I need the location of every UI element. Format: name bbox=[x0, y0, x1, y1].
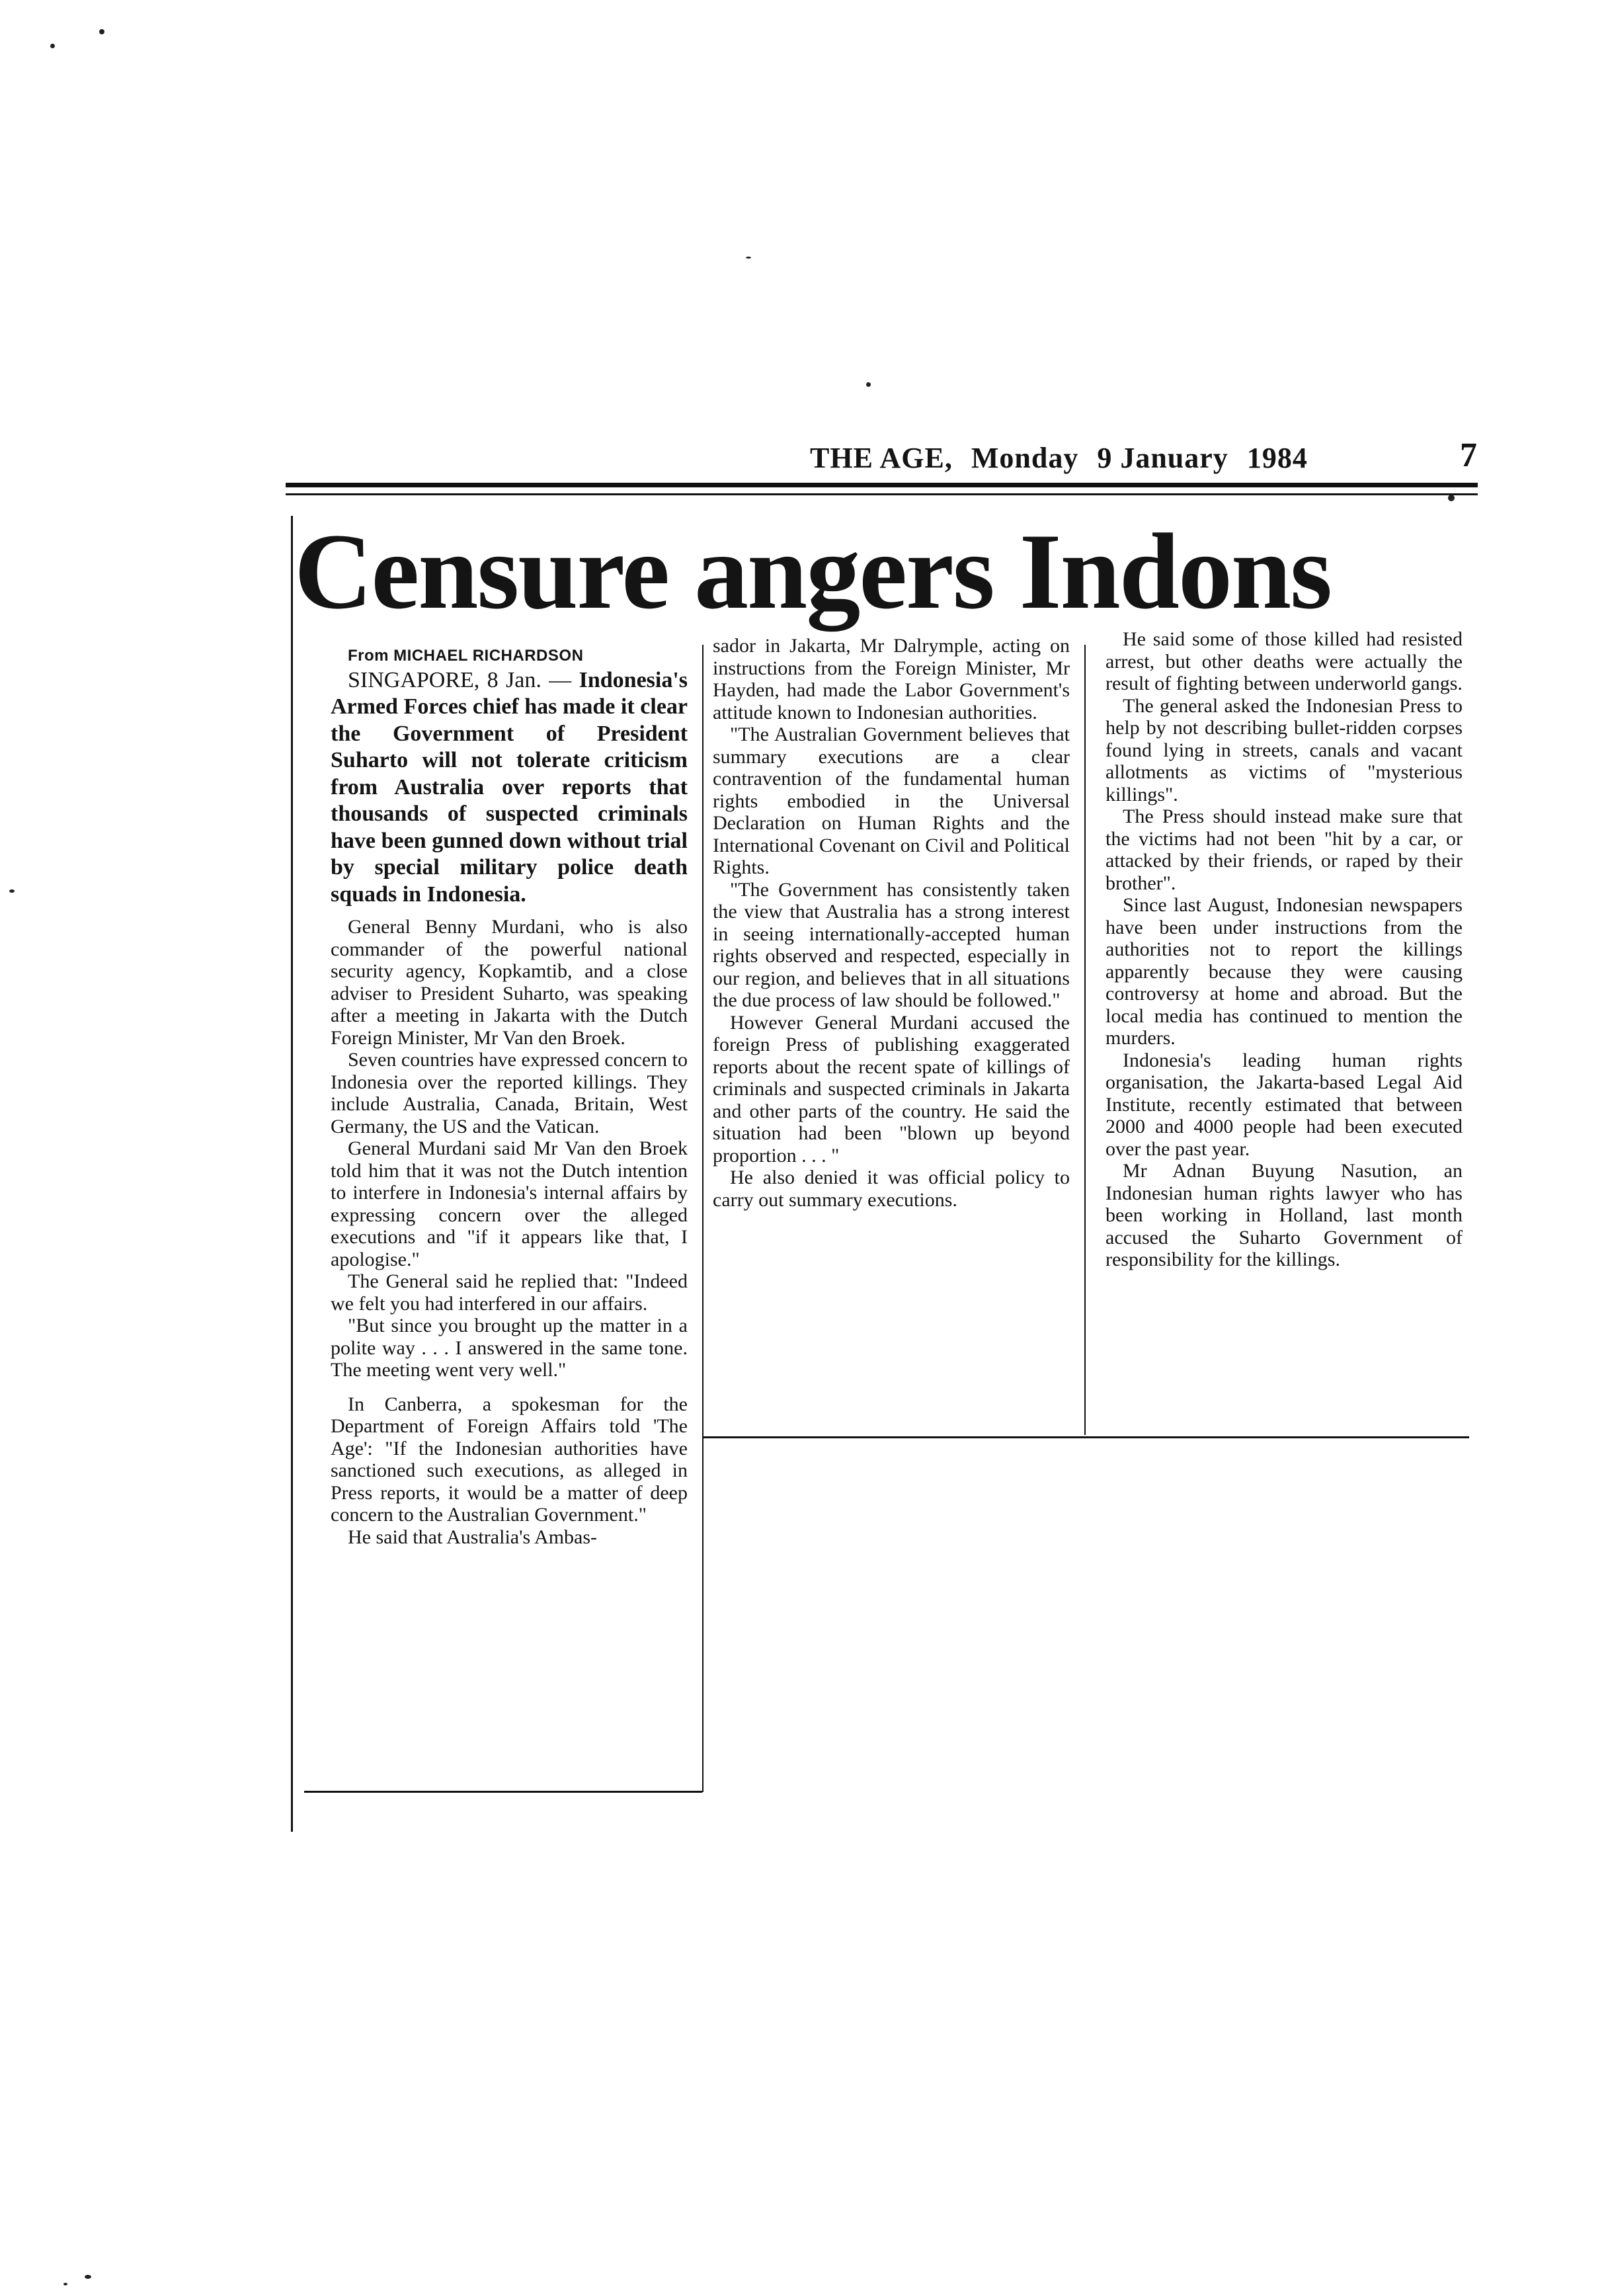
article-paragraph: "The Australian Government believes that summary executions are a clear contravention of the fundamental human rights embodied in the Universal Declaration on Human Rights and the International Covenant on Civil and Political Rights. bbox=[713, 723, 1070, 878]
article-column-1 bbox=[331, 645, 688, 1548]
lead-paragraph bbox=[331, 667, 688, 909]
article-paragraph: General Benny Murdani, who is also commander of the powerful national security agency, Kopkamtib, and a close adviser to President Suharto, was speaking after a meeting in Jakarta with the Dutch Foreign Minister, Mr Van den Broek. bbox=[331, 916, 688, 1049]
article-paragraph: "But since you brought up the matter in a polite way . . . I answered in the same tone. The meeting went very well." bbox=[331, 1315, 688, 1381]
cutout-rule-bottom bbox=[304, 1791, 702, 1793]
article-paragraph: Indonesia's leading human rights organisation, the Jakarta-based Legal Aid Institute, recently estimated that between 2000 and 4000 people had been executed over the past year. bbox=[1106, 1049, 1463, 1160]
masthead bbox=[810, 429, 1478, 475]
headline: Censure angers Indons bbox=[294, 512, 1331, 632]
lead-text: Indonesia's Armed Forces chief has made it clear the Government of President Suharto will not tolerate criticism from Australia over reports that thousands of suspected criminals have been gunned down without trial by special military police death squads in Indonesia. bbox=[331, 667, 688, 907]
article-paragraph: Seven countries have expressed concern to Indonesia over the reported killings. They include Australia, Canada, Britain, West Germany, the US and the Vatican. bbox=[331, 1049, 688, 1137]
article-paragraph: He also denied it was official policy to carry out summary executions. bbox=[713, 1167, 1070, 1211]
article-paragraph: The general asked the Indonesian Press to help by not describing bullet-ridden corpses found lying in streets, canals and vacant allotments as victims of "mysterious killings". bbox=[1106, 694, 1463, 805]
article-paragraph: General Murdani said Mr Van den Broek told him that it was not the Dutch intention to interfere in Indonesia's internal affairs by expressing concern over the alleged executions and "if it appears like that, I apologise." bbox=[331, 1137, 688, 1270]
article-paragraph: The Press should instead make sure that the victims had not been "hit by a car, or attacked by their friends, or raped by their brother". bbox=[1106, 805, 1463, 894]
article-paragraph: He said that Australia's Ambas- bbox=[348, 1526, 598, 1548]
masthead-date: 9 January bbox=[1097, 442, 1228, 474]
masthead-paper: THE AGE, bbox=[810, 442, 953, 474]
article-column-2 bbox=[713, 635, 1070, 1211]
article-paragraph: "The Government has consistently taken the view that Australia has a strong interest in seeing internationally-accepted human rights observed and respected, especially in our region, and believes that in all situations the due process of law should be followed." bbox=[713, 878, 1070, 1011]
masthead-day: Monday bbox=[971, 442, 1079, 474]
cutout-rule-right bbox=[702, 1436, 1469, 1438]
article-paragraph: Since last August, Indonesian newspapers have been under instructions from the authorities not to report the killings apparently because they were causing controversy at home and abroad. But the local media has continued to mention the murders. bbox=[1106, 894, 1463, 1049]
scan-speck bbox=[746, 257, 751, 259]
scan-speck bbox=[85, 2275, 91, 2279]
article-paragraph: However General Murdani accused the foreign Press of publishing exaggerated reports about the recent spate of killings of criminals and suspected criminals in Jakarta and other parts of the country. He said the situation had been "blown up beyond proportion . . . " bbox=[713, 1011, 1070, 1167]
scan-speck bbox=[1448, 495, 1455, 501]
masthead-rule-thick bbox=[286, 483, 1478, 487]
article-paragraph: He said some of those killed had resisted arrest, but other deaths were actually the result of fighting between underworld gangs. bbox=[1106, 628, 1463, 694]
masthead-rule-thin bbox=[286, 493, 1478, 495]
scan-speck bbox=[50, 44, 55, 48]
scan-speck bbox=[99, 29, 104, 34]
byline: From MICHAEL RICHARDSON bbox=[348, 647, 584, 665]
masthead-page-number: 7 bbox=[1460, 436, 1478, 474]
column-rule-2 bbox=[1084, 645, 1086, 1435]
dateline: SINGAPORE, 8 Jan. — bbox=[348, 667, 572, 692]
article-paragraph: The General said he replied that: "Indeed we felt you had interfered in our affairs. bbox=[331, 1270, 688, 1315]
scan-speck bbox=[63, 2283, 67, 2285]
article-column-3 bbox=[1106, 628, 1463, 1271]
scan-speck bbox=[866, 382, 871, 387]
column-rule-1 bbox=[702, 645, 704, 1792]
masthead-year: 1984 bbox=[1246, 442, 1308, 474]
article-paragraph: Mr Adnan Buyung Nasution, an Indonesian human rights lawyer who has been working in Holland, last month accused the Suharto Government of responsibility for the killings. bbox=[1106, 1160, 1463, 1270]
scan-speck bbox=[9, 889, 15, 893]
article-paragraph: sador in Jakarta, Mr Dalrymple, acting on instructions from the Foreign Minister, Mr Hayden, had made the Labor Government's attitude known to Indonesian authorities. bbox=[713, 635, 1070, 723]
left-border-rule bbox=[291, 516, 293, 1832]
article-paragraph: In Canberra, a spokesman for the Department of Foreign Affairs told 'The Age': "If the Indonesian authorities have sanctioned such executions, as alleged in Press reports, it would be a matter of deep concern to the Australian Government." bbox=[331, 1393, 688, 1526]
